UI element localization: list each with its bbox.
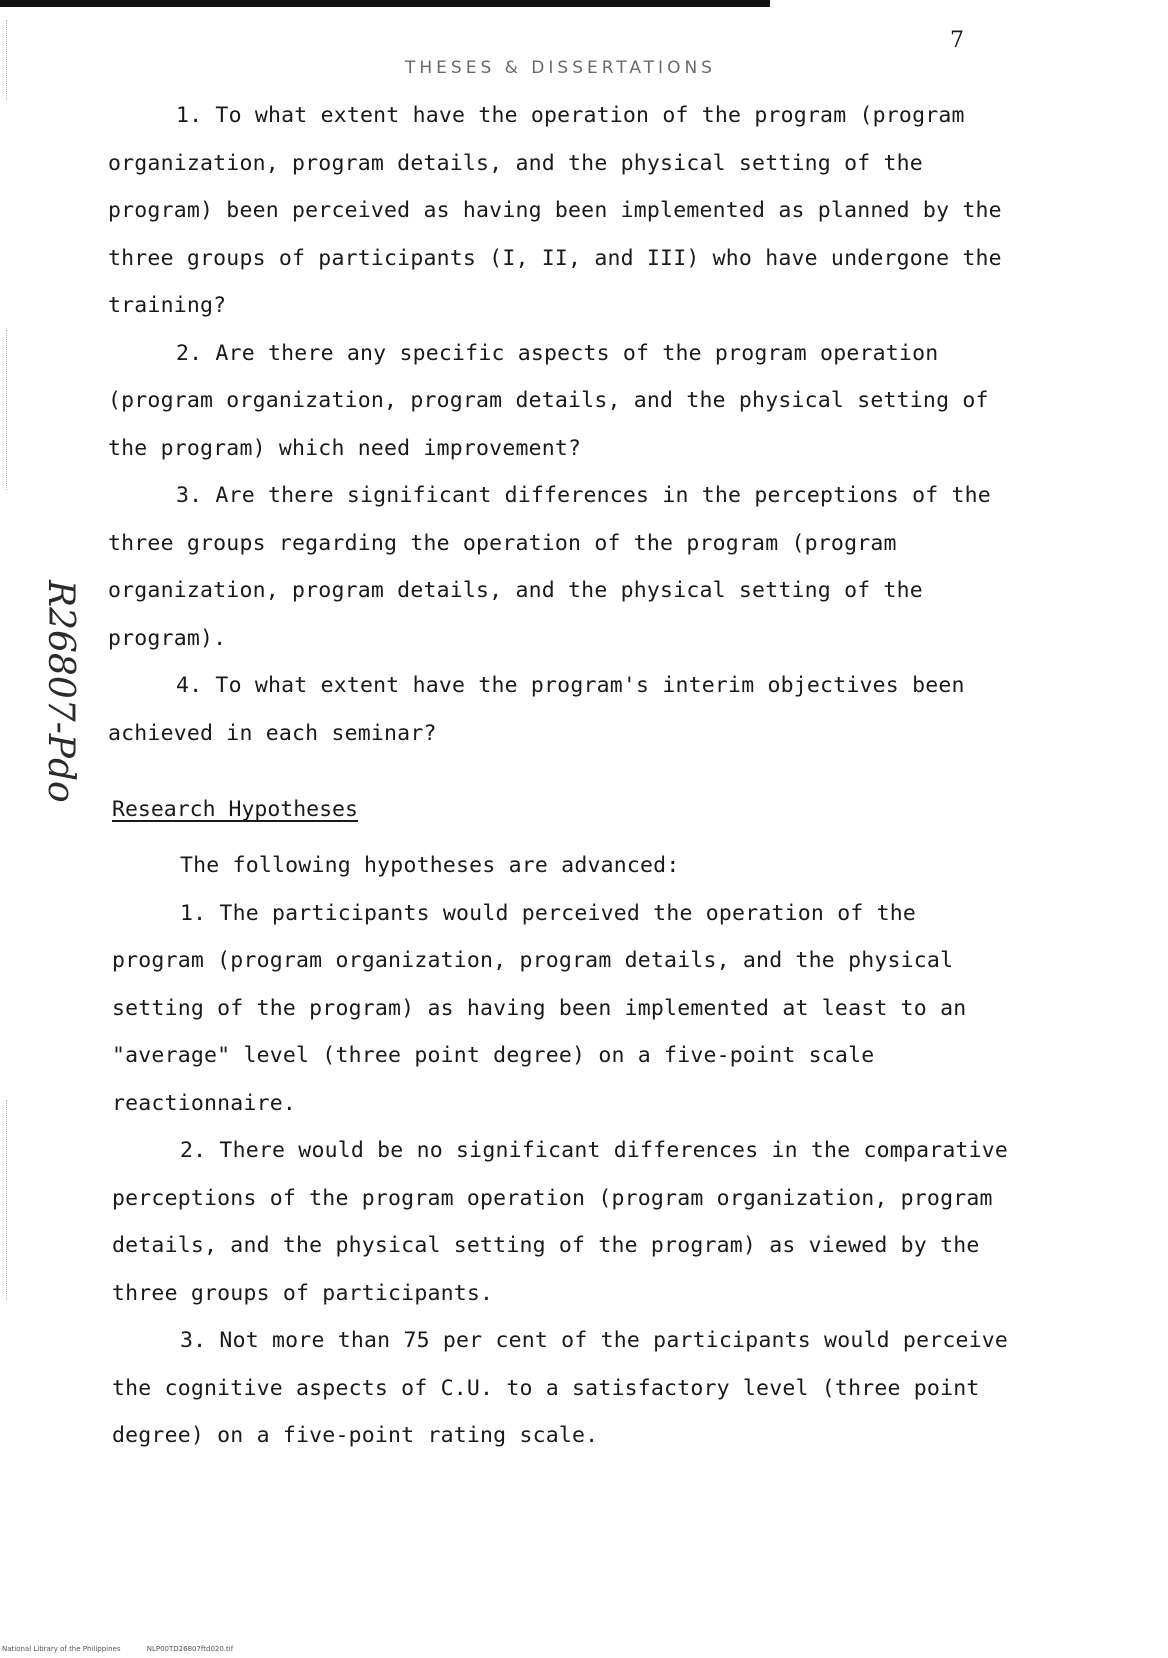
section-heading: Research Hypotheses [112,797,358,822]
margin-mark [6,330,15,490]
hypotheses-intro: The following hypotheses are advanced: [180,853,680,878]
hypothesis-item: 3. Not more than 75 per cent of the participants would perceive the cognitive aspects of C.U. to a satisfactory level (three point degree) on a five-point rating scale. [112,1328,1009,1448]
scan-footer [2,1645,257,1653]
hypothesis-item: 1. The participants would perceived the operation of the program (program organization, program details, and the physical setting of the program) as having been implemented at least to an "average" level (three point degree) on a five-point scale reactionnaire. [112,900,967,1116]
question-item: 2. Are there any specific aspects of the program operation (program organization, program details, and the physical setting of the program) which need improvement? [108,340,989,461]
margin-mark [6,20,15,100]
page-number: 7 [950,28,964,53]
handwritten-accession-number: R26807-Pdo [40,580,81,803]
research-questions [108,92,1008,757]
question-item: 3. Are there significant differences in the perceptions of the three groups regarding the operation of the program (program organization, program details, and the physical setting of the program). [108,483,991,651]
question-item: 1. To what extent have the operation of the program (program organization, program details, and the physical setting of the program) been perceived as having been implemented as planned by the three groups of participants (I, II, and III) who have undergone the training? [108,103,1002,318]
hypothesis-item: 2. There would be no significant differences in the comparative perceptions of the program operation (program organization, program details, and the physical setting of the program) as viewed by the three groups of participants. [112,1138,1009,1306]
footer-file: NLP00TD26807ftd020.tif [146,1645,234,1653]
hypotheses-list [112,842,1012,1460]
top-border [0,0,770,7]
archive-stamp: THESES & DISSERTATIONS [405,58,716,78]
footer-library: National Library of the Philippines [2,1645,121,1653]
margin-mark [6,1100,15,1300]
question-item: 4. To what extent have the program's interim objectives been achieved in each seminar? [108,673,965,746]
